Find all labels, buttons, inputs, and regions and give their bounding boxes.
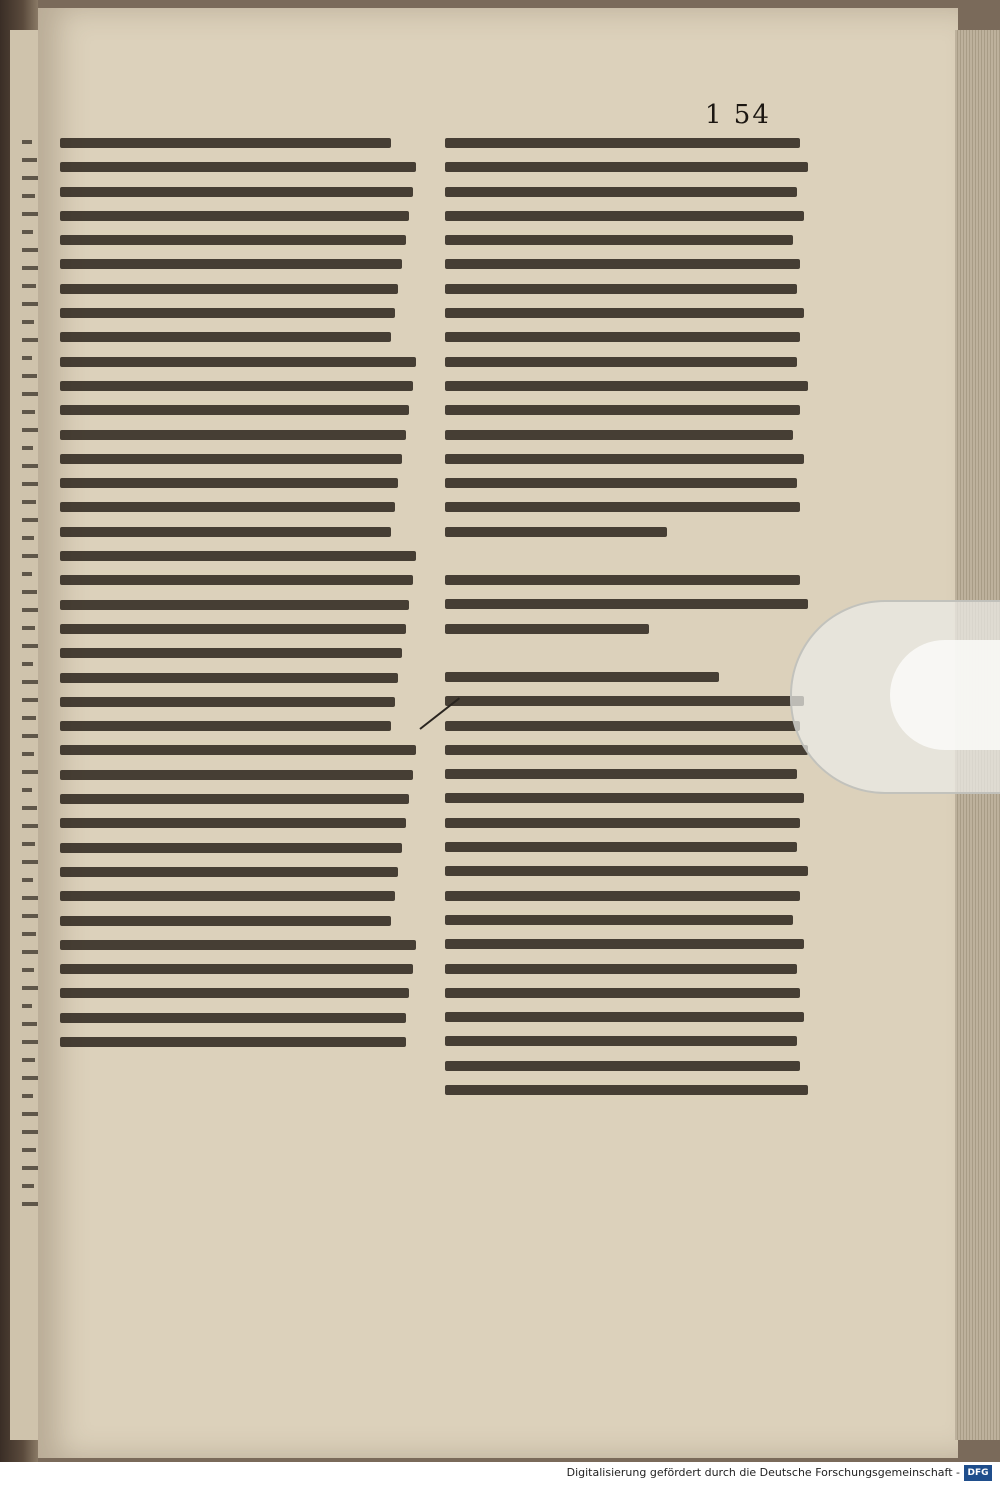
text-line-ink bbox=[60, 624, 406, 634]
text-line bbox=[445, 834, 815, 858]
text-line bbox=[445, 446, 815, 470]
text-line bbox=[60, 762, 420, 786]
text-line-ink bbox=[60, 259, 402, 269]
sliver-line bbox=[22, 158, 37, 162]
text-line-ink bbox=[60, 138, 391, 148]
text-line bbox=[60, 422, 420, 446]
text-line bbox=[60, 130, 420, 154]
sliver-line bbox=[22, 410, 35, 414]
text-line-ink bbox=[60, 648, 402, 658]
text-line bbox=[445, 203, 815, 227]
text-line bbox=[60, 592, 420, 616]
text-line-ink bbox=[60, 843, 402, 853]
text-line-ink bbox=[60, 673, 398, 683]
paragraph-gap bbox=[445, 640, 815, 664]
sliver-line bbox=[22, 140, 32, 144]
text-line-ink bbox=[445, 624, 649, 634]
text-line bbox=[445, 154, 815, 178]
text-line bbox=[445, 276, 815, 300]
text-line-ink bbox=[445, 575, 800, 585]
text-line-ink bbox=[445, 891, 800, 901]
paragraph-gap bbox=[445, 543, 815, 567]
sliver-line bbox=[22, 1058, 35, 1062]
text-line-ink bbox=[445, 502, 800, 512]
text-line-ink bbox=[445, 454, 804, 464]
facing-page-edge bbox=[10, 30, 40, 1440]
sliver-line bbox=[22, 932, 36, 936]
text-line-ink bbox=[445, 842, 797, 852]
text-line bbox=[445, 349, 815, 373]
text-line bbox=[445, 422, 815, 446]
text-line bbox=[445, 907, 815, 931]
text-line bbox=[60, 932, 420, 956]
text-line-ink bbox=[60, 575, 413, 585]
text-line bbox=[60, 859, 420, 883]
text-line-ink bbox=[445, 405, 800, 415]
sliver-line bbox=[22, 788, 32, 792]
text-line-ink bbox=[445, 964, 797, 974]
text-line-ink bbox=[60, 818, 406, 828]
text-line-ink bbox=[445, 1036, 797, 1046]
sliver-line bbox=[22, 1004, 32, 1008]
sliver-line bbox=[22, 464, 38, 468]
text-line bbox=[445, 1077, 815, 1101]
text-line bbox=[445, 1053, 815, 1077]
text-line bbox=[60, 883, 420, 907]
text-line-ink bbox=[445, 988, 800, 998]
sliver-line bbox=[22, 446, 33, 450]
text-line-ink bbox=[445, 866, 808, 876]
sliver-line bbox=[22, 1184, 34, 1188]
text-line bbox=[60, 349, 420, 373]
text-line-ink bbox=[445, 211, 804, 221]
text-line bbox=[60, 276, 420, 300]
sliver-line bbox=[22, 878, 33, 882]
sliver-line bbox=[22, 284, 36, 288]
text-line-ink bbox=[445, 696, 804, 706]
text-line bbox=[60, 470, 420, 494]
text-line-ink bbox=[445, 939, 804, 949]
text-line-ink bbox=[445, 259, 800, 269]
sliver-line bbox=[22, 968, 34, 972]
text-line-ink bbox=[60, 1037, 406, 1047]
text-line bbox=[445, 591, 815, 615]
text-line-ink bbox=[445, 1061, 800, 1071]
text-line-ink bbox=[445, 745, 808, 755]
text-line-ink bbox=[60, 794, 409, 804]
text-line bbox=[445, 227, 815, 251]
text-line-ink bbox=[445, 332, 800, 342]
sliver-line bbox=[22, 1202, 39, 1206]
text-line bbox=[60, 446, 420, 470]
text-line bbox=[445, 883, 815, 907]
text-line-ink bbox=[60, 721, 391, 731]
text-line bbox=[60, 373, 420, 397]
text-line-ink bbox=[60, 1013, 406, 1023]
text-line-ink bbox=[445, 162, 808, 172]
text-line-ink bbox=[445, 430, 793, 440]
text-line-ink bbox=[60, 332, 391, 342]
sliver-line bbox=[22, 896, 38, 900]
text-line bbox=[60, 567, 420, 591]
text-line bbox=[60, 1005, 420, 1029]
sliver-line bbox=[22, 194, 35, 198]
text-line-ink bbox=[445, 793, 804, 803]
text-line-ink bbox=[60, 357, 416, 367]
sliver-line bbox=[22, 1112, 38, 1116]
text-line bbox=[60, 397, 420, 421]
text-line bbox=[60, 179, 420, 203]
text-line bbox=[60, 300, 420, 324]
sliver-line bbox=[22, 374, 37, 378]
text-line-ink bbox=[60, 430, 406, 440]
text-line bbox=[445, 688, 815, 712]
text-line bbox=[445, 251, 815, 275]
sliver-line bbox=[22, 662, 33, 666]
text-column-right bbox=[445, 130, 815, 1101]
footer-credit: Digitalisierung gefördert durch die Deutsche Forschungsgemeinschaft - bbox=[566, 1466, 960, 1479]
text-line bbox=[60, 227, 420, 251]
text-line bbox=[60, 640, 420, 664]
sliver-line bbox=[22, 248, 38, 252]
text-line-ink bbox=[445, 284, 797, 294]
text-line bbox=[445, 567, 815, 591]
text-line bbox=[60, 543, 420, 567]
text-line-ink bbox=[60, 697, 395, 707]
sliver-line bbox=[22, 230, 33, 234]
text-line bbox=[60, 251, 420, 275]
text-line-ink bbox=[60, 527, 391, 537]
text-line-ink bbox=[445, 308, 804, 318]
text-line-ink bbox=[60, 916, 391, 926]
clip-inner bbox=[890, 640, 1000, 750]
text-line bbox=[60, 665, 420, 689]
sliver-line bbox=[22, 356, 32, 360]
text-column-left bbox=[60, 130, 420, 1053]
footer-bar bbox=[0, 1462, 1000, 1485]
text-line bbox=[60, 737, 420, 761]
sliver-line bbox=[22, 338, 39, 342]
text-line bbox=[445, 130, 815, 154]
text-line bbox=[445, 519, 815, 543]
text-line-ink bbox=[60, 478, 398, 488]
text-line-ink bbox=[445, 381, 808, 391]
text-line bbox=[445, 980, 815, 1004]
text-line-ink bbox=[445, 187, 797, 197]
dfg-logo: DFG bbox=[964, 1465, 992, 1481]
text-line bbox=[60, 835, 420, 859]
text-line-ink bbox=[60, 551, 416, 561]
text-line bbox=[445, 810, 815, 834]
text-line bbox=[445, 470, 815, 494]
text-line bbox=[445, 664, 815, 688]
text-line bbox=[60, 519, 420, 543]
sliver-line bbox=[22, 1094, 33, 1098]
text-line-ink bbox=[60, 988, 409, 998]
text-line bbox=[445, 1028, 815, 1052]
text-line bbox=[445, 761, 815, 785]
text-line bbox=[445, 494, 815, 518]
text-line-ink bbox=[60, 381, 413, 391]
text-line bbox=[60, 908, 420, 932]
sliver-line bbox=[22, 536, 34, 540]
text-line bbox=[445, 858, 815, 882]
text-line-ink bbox=[60, 187, 413, 197]
sliver-line bbox=[22, 770, 39, 774]
sliver-line bbox=[22, 1148, 36, 1152]
text-line bbox=[60, 713, 420, 737]
text-line-ink bbox=[60, 211, 409, 221]
text-line bbox=[445, 616, 815, 640]
text-line bbox=[445, 397, 815, 421]
text-line bbox=[60, 956, 420, 980]
text-line-ink bbox=[445, 527, 667, 537]
text-line-ink bbox=[60, 600, 409, 610]
sliver-line bbox=[22, 716, 36, 720]
text-line-ink bbox=[60, 940, 416, 950]
text-line bbox=[445, 785, 815, 809]
text-line-ink bbox=[445, 599, 808, 609]
text-line-ink bbox=[445, 721, 800, 731]
sliver-line bbox=[22, 752, 34, 756]
text-line bbox=[445, 931, 815, 955]
text-line bbox=[445, 713, 815, 737]
text-line bbox=[445, 300, 815, 324]
text-line-ink bbox=[60, 284, 398, 294]
text-line bbox=[60, 980, 420, 1004]
text-line bbox=[60, 154, 420, 178]
sliver-line bbox=[22, 680, 38, 684]
text-line-ink bbox=[445, 235, 793, 245]
text-line-ink bbox=[445, 672, 719, 682]
text-line bbox=[445, 324, 815, 348]
text-line bbox=[60, 616, 420, 640]
text-line-ink bbox=[445, 478, 797, 488]
sliver-line bbox=[22, 590, 37, 594]
sliver-line bbox=[22, 500, 36, 504]
text-line-ink bbox=[60, 162, 416, 172]
text-line-ink bbox=[60, 235, 406, 245]
text-line-ink bbox=[445, 357, 797, 367]
sliver-line bbox=[22, 986, 39, 990]
text-line-ink bbox=[60, 891, 395, 901]
text-line-ink bbox=[60, 770, 413, 780]
text-line bbox=[445, 737, 815, 761]
text-line-ink bbox=[445, 1085, 808, 1095]
text-line bbox=[60, 689, 420, 713]
text-line bbox=[60, 786, 420, 810]
text-line-ink bbox=[445, 138, 800, 148]
text-line-ink bbox=[60, 454, 402, 464]
page-clip bbox=[790, 600, 1000, 790]
text-line bbox=[445, 179, 815, 203]
sliver-line bbox=[22, 554, 39, 558]
text-line-ink bbox=[60, 308, 395, 318]
text-line-ink bbox=[60, 745, 416, 755]
text-line-ink bbox=[60, 502, 395, 512]
sliver-line bbox=[22, 842, 35, 846]
text-line-ink bbox=[445, 1012, 804, 1022]
sliver-line bbox=[22, 572, 32, 576]
text-line-ink bbox=[60, 867, 398, 877]
text-line-ink bbox=[60, 405, 409, 415]
text-line-ink bbox=[445, 818, 800, 828]
text-line bbox=[60, 810, 420, 834]
text-line bbox=[445, 1004, 815, 1028]
text-line bbox=[445, 956, 815, 980]
text-line bbox=[445, 373, 815, 397]
folio-number: 1 54 bbox=[705, 100, 771, 130]
sliver-line bbox=[22, 1022, 37, 1026]
sliver-line bbox=[22, 806, 37, 810]
text-line bbox=[60, 203, 420, 227]
sliver-line bbox=[22, 320, 34, 324]
text-line bbox=[60, 1029, 420, 1053]
text-line bbox=[60, 324, 420, 348]
text-line-ink bbox=[445, 769, 797, 779]
text-line bbox=[60, 494, 420, 518]
sliver-line bbox=[22, 626, 35, 630]
text-line-ink bbox=[60, 964, 413, 974]
text-line-ink bbox=[445, 915, 793, 925]
